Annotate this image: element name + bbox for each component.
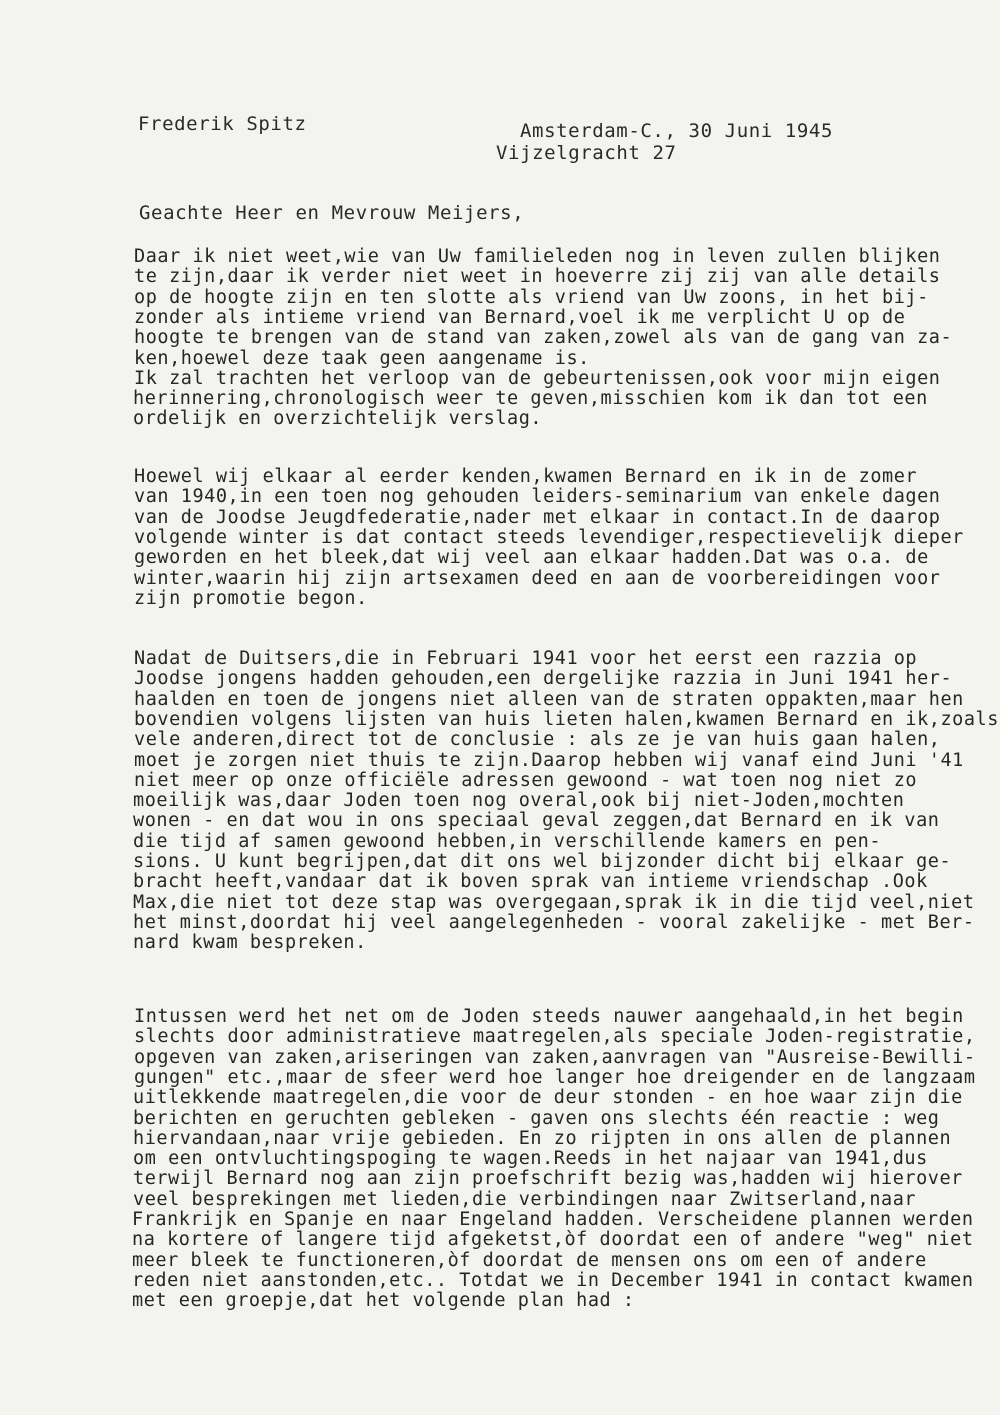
letter-line: meer bleek te functioneren,òf doordat de mensen ons om een of andere xyxy=(132,1249,927,1271)
letter-line: die tijd af samen gewoond hebben,in verschillende kamers en pen- xyxy=(133,830,882,852)
letter-line: vele anderen,direct tot de conclusie : als ze je van huis gaan halen, xyxy=(134,729,941,751)
letter-line: Ik zal trachten het verloop van de gebeurtenissen,ook voor mijn eigen xyxy=(134,367,941,389)
letter-line: veel besprekingen met lieden,die verbindingen naar Zwitserland,naar xyxy=(133,1188,917,1210)
letter-line: volgende winter is dat contact steeds levendiger,respectievelijk dieper xyxy=(134,526,964,548)
salutation: Geachte Heer en Mevrouw Meijers, xyxy=(139,202,525,224)
letter-line: Max,die niet tot deze stap was overgegaan,sprak ik in die tijd veel,niet xyxy=(133,891,975,913)
letter-line: van 1940,in een toen nog gehouden leiders-seminarium van enkele dagen xyxy=(134,486,941,508)
letter-line: Frankrijk en Spanje en naar Engeland hadden. Verscheidene plannen werden xyxy=(132,1209,974,1230)
letter-line: zijn promotie begon. xyxy=(134,587,368,609)
letter-line: sions. U kunt begrijpen,dat dit ons wel bijzonder dicht bij elkaar ge- xyxy=(133,851,952,872)
sender-name: Frederik Spitz xyxy=(138,113,307,135)
letter-line: Nadat de Duitsers,die in Februari 1941 voor het eerst een razzia op xyxy=(134,648,918,669)
letter-line: van de Joodse Jeugdfederatie,nader met elkaar in contact.In de daarop xyxy=(134,506,941,528)
letter-line: hiervandaan,naar vrije gebieden. En zo rijpten in ons allen de plannen xyxy=(133,1127,952,1149)
street-address: Vijzelgracht 27 xyxy=(496,142,677,164)
letter-line: Intussen werd het net om de Joden steeds nauwer aangehaald,in het begin xyxy=(134,1006,964,1027)
letter-line: het minst,doordat hij veel aangelegenheden - vooral zakelijke - met Ber- xyxy=(133,911,975,933)
letter-line: met een groepje,dat het volgende plan had : xyxy=(132,1290,635,1312)
letter-line: herinnering,chronologisch weer te geven,misschien kom ik dan tot een xyxy=(133,388,928,410)
letter-line: haalden en toen de jongens niet alleen van de straten oppakten,maar hen xyxy=(134,688,964,710)
letter-line: opgeven van zaken,ariseringen van zaken,aanvragen van "Ausreise-Bewilli- xyxy=(134,1046,976,1068)
letter-line: wonen - en dat wou in ons speciaal geval zeggen,dat Bernard en ik van xyxy=(133,810,940,832)
letter-line: om een ontvluchtingspoging te wagen.Reeds in het najaar van 1941,dus xyxy=(133,1148,928,1170)
letter-line: nard kwam bespreken. xyxy=(133,932,367,954)
letter-line: reden niet aanstonden,etc.. Totdat we in December 1941 in contact kwamen xyxy=(132,1269,974,1291)
letter-line: Hoewel wij elkaar al eerder kenden,kwamen Bernard en ik in de zomer xyxy=(134,466,918,487)
letter-line: Joodse jongens hadden gehouden,een dergelijke razzia in Juni 1941 her- xyxy=(134,668,953,690)
letter-line: terwijl Bernard nog aan zijn proefschrift bezig was,hadden wij hierover xyxy=(133,1168,963,1190)
letter-line: geworden en het bleek,dat wij veel aan elkaar hadden.Dat was o.a. de xyxy=(134,547,929,569)
letter-line: bracht heeft,vandaar dat ik boven sprak van intieme vriendschap .Ook xyxy=(133,871,928,893)
letter-line: Daar ik niet weet,wie van Uw familieleden nog in leven zullen blijken xyxy=(134,246,941,267)
letter-line: zonder als intieme vriend van Bernard,voel ik me verplicht U op de xyxy=(134,306,906,328)
letter-line: slechts door administratieve maatregelen,als speciale Joden-registratie, xyxy=(134,1026,976,1048)
letter-line: te zijn,daar ik verder niet weet in hoeverre zij zij van alle details xyxy=(134,266,941,288)
letter-line: winter,waarin hij zijn artsexamen deed en aan de voorbereidingen voor xyxy=(134,567,941,589)
letter-line: na kortere of langere tijd afgeketst,òf doordat een of andere "weg" niet xyxy=(132,1229,974,1251)
letter-line: ordelijk en overzichtelijk verslag. xyxy=(133,408,543,430)
place-date: Amsterdam-C., 30 Juni 1945 xyxy=(520,120,834,142)
letter-line: hoogte te brengen van de stand van zaken,zowel als van de gang van za- xyxy=(134,327,953,349)
letter-line: moet je zorgen niet thuis te zijn.Daarop hebben wij vanaf eind Juni '41 xyxy=(134,749,964,771)
letter-line: moeilijk was,daar Joden toen nog overal,ook bij niet-Joden,mochten xyxy=(133,790,905,812)
letter-line: berichten en geruchten gebleken - gaven ons slechts één reactie : weg xyxy=(133,1107,940,1129)
letter-line: niet meer op onze officiële adressen gewoond - wat toen nog niet zo xyxy=(134,769,918,791)
letter-line: bovendien volgens lijsten van huis lieten halen,kwamen Bernard en ik,zoals xyxy=(134,708,999,730)
letter-line: gungen" etc.,maar de sfeer werd hoe langer hoe dreigender en de langzaam xyxy=(134,1066,976,1088)
letter-line: op de hoogte zijn en ten slotte als vriend van Uw zoons, in het bij- xyxy=(134,286,929,308)
letter-line: uitlekkende maatregelen,die voor de deur stonden - en hoe waar zijn die xyxy=(133,1087,963,1109)
letter-line: ken,hoewel deze taak geen aangename is. xyxy=(134,347,590,369)
